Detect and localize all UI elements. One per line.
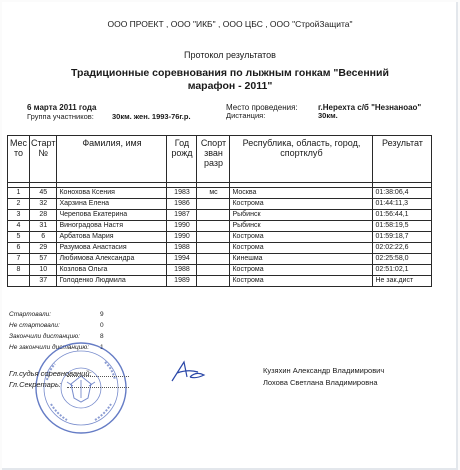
col-header-name: Фамилия, имя — [57, 136, 167, 183]
chief-secretary-name: Лохова Светлана Владимировна — [263, 378, 378, 387]
table-header-row — [8, 136, 432, 183]
distance-value: 30км. — [318, 111, 338, 120]
event-date: 6 марта 2011 года — [27, 103, 97, 112]
table-row: 4 31 Виноградова Настя 1990 Рыбинск 01:58:19,5 — [8, 221, 432, 232]
distance-label: Дистанция: — [226, 111, 266, 120]
signature-line — [67, 376, 129, 377]
chief-judge-label: Гл.судья соревнований: — [9, 369, 92, 378]
col-header-result: Результат — [373, 136, 432, 183]
event-title: Традиционные соревнования по лыжным гонкам "Весенний марафон - 2011" — [71, 67, 389, 92]
signature-line — [67, 387, 129, 388]
table-row: 6 29 Разумова Анастасия 1988 Кострома 02:02:22,6 — [8, 243, 432, 254]
organizers: ООО ПРОЕКТ , ООО "ИКБ" , ООО ЦБС , ООО "СтройЗащита" — [107, 19, 353, 29]
not-started-label: Не стартовали: — [9, 322, 60, 329]
not-finished-value: 1 — [100, 344, 104, 351]
venue-value: г.Нерехта с/б "Незнаноао" — [318, 103, 422, 112]
not-finished-label: Не закончили дистанцию: — [9, 344, 90, 351]
venue-label: Место проведения: — [226, 103, 298, 112]
table-row: 37 Голоденко Людмила 1989 Кострома Не зак.дист — [8, 276, 432, 287]
col-header-rank: Спорт зван разр — [197, 136, 230, 183]
protocol-title: Протокол результатов — [184, 50, 276, 60]
group-value: 30км. жен. 1993-76г.р. — [112, 112, 191, 121]
not-started-value: 0 — [100, 322, 104, 329]
chief-secretary-label: Гл.Секретарь: — [9, 380, 61, 389]
handwritten-signature — [168, 359, 208, 385]
finished-label: Закончили дистанцию: — [9, 333, 80, 340]
table-row: 1 45 Конохова Ксения 1983 мс Москва 01:38:06,4 — [8, 188, 432, 199]
table-row: 5 6 Арбатова Мария 1990 Кострома 01:59:18,7 — [8, 232, 432, 243]
chief-judge-name: Кузяхин Александр Владимирович — [263, 366, 385, 375]
group-label: Группа участников: — [27, 112, 94, 121]
started-label: Стартовали: — [9, 311, 52, 318]
table-row: 3 28 Черепова Екатерина 1987 Рыбинск 01:56:44,1 — [8, 210, 432, 221]
col-header-place: Мес то — [8, 136, 30, 183]
table-row: 2 32 Харзина Елена 1986 Кострома 01:44:11,3 — [8, 199, 432, 210]
col-header-year: Год рожд — [167, 136, 197, 183]
finished-value: 8 — [100, 333, 104, 340]
col-header-start: Старт № — [30, 136, 57, 183]
table-row: 8 10 Козлова Ольга 1988 Кострома 02:51:02,1 — [8, 265, 432, 276]
results-table — [7, 135, 432, 287]
table-row: 7 57 Любимова Александра 1994 Кинешма 02:25:58,0 — [8, 254, 432, 265]
col-header-region: Республика, область, город, спортклуб — [230, 136, 373, 183]
started-value: 9 — [100, 311, 104, 318]
